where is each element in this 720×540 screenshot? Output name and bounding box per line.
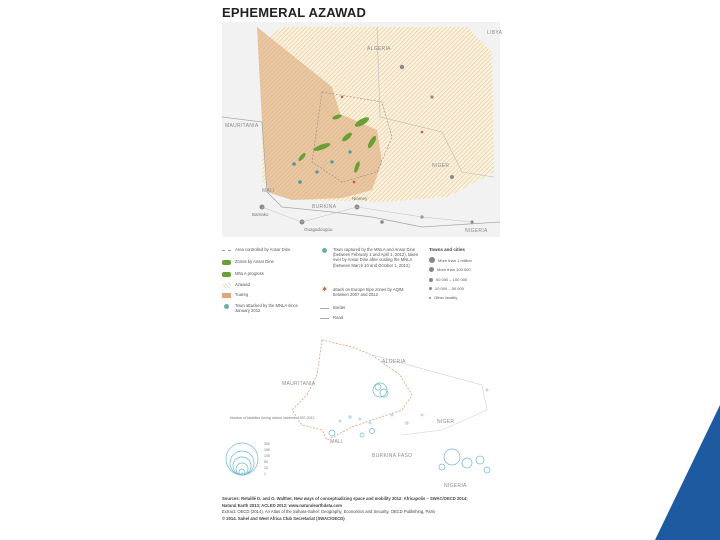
label-mali: MALI (262, 188, 275, 194)
scale-circles (226, 443, 258, 475)
town-dot-icon (429, 278, 433, 282)
label-nigeria: NIGERIA (465, 228, 488, 234)
bottom-label-burkina: BURKINA FASO (372, 453, 413, 459)
blue-corner-triangle (655, 405, 720, 540)
legend-item-mnla: MNLA progress (222, 271, 317, 277)
legend-item-azawad: Azawad (222, 282, 317, 288)
label-niger: NIGER (432, 163, 450, 169)
top-map (222, 22, 503, 237)
line-swatch (320, 308, 329, 309)
legend-item-captured: Town captured by the MNLA and Ansar Dine (between February 1 and April 1, 2012), taken over by Ansar Dine after ousting the MNLA (between March 10 and October 1, 2012) (320, 247, 420, 268)
towns-heading: Towns and cities (429, 247, 465, 252)
fatality-circles (329, 383, 490, 473)
teal-dot-swatch (322, 248, 327, 253)
scale-value-300: 300 (264, 442, 270, 446)
sources-line-1: Sources: Retaillé D. and O. Walther, New ways of conceptualizing space and mobility 2012: Africapolis – SWAC/OECD 2014; (222, 496, 468, 501)
town-dot-icon (429, 297, 431, 299)
line-swatch (320, 318, 329, 319)
label-ouagadougou: Ouagadougou (304, 227, 333, 232)
bottom-label-nigeria: NIGERIA (444, 483, 467, 489)
label-niamey: Niamey (352, 196, 368, 201)
green-swatch (222, 272, 231, 277)
green-swatch (222, 260, 231, 265)
scale-value-150: 150 (264, 448, 270, 452)
star-icon: ✱ (321, 286, 328, 293)
bottom-label-mauritania: MAURITANIA (282, 381, 316, 387)
bottom-label-algeria: ALGERIA (382, 359, 406, 365)
sources-line-3: Extract: OECD (2014), An Atlas of the Sahara-Sahel: Geography, Economics and Security, OECD Publishing, Paris (222, 509, 436, 515)
scale-title: Number of fatalities during violent incidents 1997-2012 (230, 416, 315, 420)
map-title: EPHEMERAL AZAWAD (222, 5, 367, 20)
label-algeria: ALGERIA (367, 46, 391, 52)
label-bamako: Bamako (252, 212, 269, 217)
bottom-label-mali: MALI (330, 439, 343, 445)
label-mauritania: MAURITANIA (225, 123, 259, 129)
dashed-line-swatch (222, 250, 231, 251)
label-libya: LIBYA (487, 30, 503, 36)
sources-block (222, 496, 502, 522)
town-size-5: Other locality (429, 295, 457, 300)
town-size-3: 50 000 – 100 000 (429, 277, 467, 282)
border-lines (372, 355, 487, 435)
scale-value-100: 100 (264, 454, 270, 458)
legend-item-ansar-area: Area controlled by Ansar Dine (222, 247, 317, 252)
legend (222, 245, 500, 333)
legend-item-attacked: Town attacked by the MNLA since January 2012 (222, 303, 302, 313)
town-size-2: More than 100 000 (429, 267, 471, 272)
bottom-label-niger: NIGER (437, 419, 455, 425)
sources-line-2: Natural Earth 2013; ACLED 2012; www.naturalearthdata.com (222, 502, 342, 508)
scale-value-10: 10 (264, 466, 268, 470)
town-dot-icon (429, 267, 434, 272)
legend-item-border: Border (320, 305, 415, 310)
mali-outline (292, 340, 412, 440)
teal-dot-swatch (224, 304, 229, 309)
hatch-swatch (222, 283, 231, 288)
sources-line-4: © 2014. Sahel and West Africa Club Secretariat (SWAC/OECD) (222, 515, 345, 521)
scale-value-50: 50 (264, 460, 268, 464)
legend-item-tuareg: Tuareg (222, 292, 317, 298)
label-burkina: BURKINA (312, 204, 337, 210)
town-size-4: 20 000 – 50 000 (429, 286, 464, 291)
legend-item-zones: Zones by Ansar Dine (222, 259, 317, 265)
scale-value-1: 1 (264, 472, 266, 476)
legend-item-road: Road (320, 315, 415, 320)
tan-swatch (222, 293, 231, 298)
town-size-1: More than 1 million (429, 257, 472, 263)
bottom-map (222, 335, 500, 493)
town-dot-icon (429, 287, 432, 290)
legend-item-aqim: ✱ attack on Europe tripe zones by AQIM between 2007 and 2012 (321, 286, 404, 298)
town-dot-icon (429, 257, 435, 263)
